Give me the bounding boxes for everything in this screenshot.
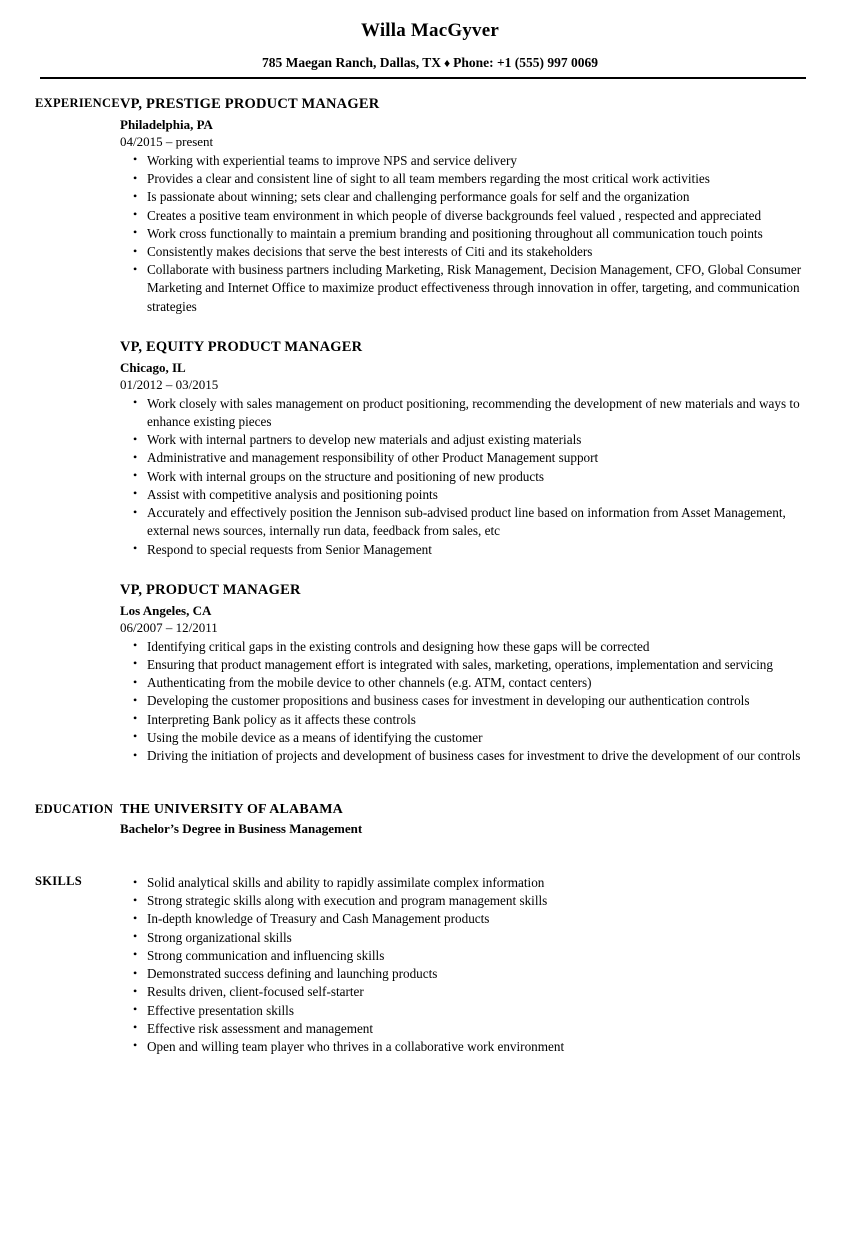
education-entries [120, 801, 860, 839]
job-bullet: • Creates a positive team environment in which people of diverse backgrounds feel valued , respected and appreciated [120, 207, 825, 225]
skill-bullet: • Demonstrated success defining and launching products [120, 965, 825, 983]
job-dates: 04/2015 – present [120, 134, 214, 150]
section-education [0, 801, 860, 839]
job-bullet: • Driving the initiation of projects and development of business cases for investment to drive the development of our controls [120, 747, 825, 765]
job-bullet: • Ensuring that product management effort is integrated with sales, marketing, operations, implementation and servicing [120, 656, 825, 674]
resume-header [0, 0, 860, 79]
skill-bullet: • Open and willing team player who thrives in a collaborative work environment [120, 1038, 825, 1056]
skill-bullet: • In-depth knowledge of Treasury and Cash Management products [120, 910, 825, 928]
skill-bullet: • Strong communication and influencing skills [120, 947, 825, 965]
job-location: Chicago, IL [120, 359, 186, 375]
skill-bullet: • Results driven, client-focused self-starter [120, 983, 825, 1001]
job-bullet: • Interpreting Bank policy as it affects these controls [120, 711, 825, 729]
diamond-separator-icon: ♦ [443, 55, 451, 70]
job-bullet: • Work with internal groups on the structure and positioning of new products [120, 468, 825, 486]
header-divider [40, 77, 806, 79]
job-bullet: • Work cross functionally to maintain a premium branding and positioning throughout all communication touch points [120, 225, 825, 243]
job-dates: 01/2012 – 03/2015 [120, 377, 219, 393]
resume-body [0, 95, 860, 1056]
job-title: VP, PRODUCT MANAGER [120, 581, 301, 598]
job-bullet: • Work closely with sales management on product positioning, recommending the development of new materials and ways to enhance existing pieces [120, 395, 825, 431]
contact-address: 785 Maegan Ranch, Dallas, TX [261, 54, 441, 70]
job-bullet: • Is passionate about winning; sets clear and challenging performance goals for self and the organization [120, 188, 825, 206]
job-dates: 06/2007 – 12/2011 [120, 620, 218, 636]
job-bullet: • Assist with competitive analysis and positioning points [120, 486, 825, 504]
skill-bullet: • Effective presentation skills [120, 1002, 825, 1020]
job-location: Philadelphia, PA [120, 116, 213, 132]
job-bullet: • Working with experiential teams to improve NPS and service delivery [120, 152, 825, 170]
job-title: VP, EQUITY PRODUCT MANAGER [120, 338, 363, 355]
job-bullet: • Developing the customer propositions and business cases for investment in developing our authentication controls [120, 692, 825, 710]
section-experience [0, 95, 860, 765]
job-bullet: • Consistently makes decisions that serve the best interests of Citi and its stakeholders [120, 243, 825, 261]
skills-entries [120, 873, 860, 1056]
section-label-education: EDUCATION [35, 802, 114, 817]
job-location: Los Angeles, CA [120, 602, 212, 618]
contact-line [0, 55, 860, 71]
job-bullet-list [120, 638, 825, 766]
contact-phone: Phone: +1 (555) 997 0069 [453, 54, 599, 70]
job-bullet: • Work with internal partners to develop new materials and adjust existing materials [120, 431, 825, 449]
job-entry [120, 95, 825, 316]
skill-bullet: • Solid analytical skills and ability to rapidly assimilate complex information [120, 874, 825, 892]
job-bullet: • Collaborate with business partners including Marketing, Risk Management, Decision Management, CFO, Global Consumer Marketing and Internet Office to maximize product effectiveness through innovation in offer, targeting, and communication strategies [120, 261, 825, 316]
skill-bullet: • Strong strategic skills along with execution and program management skills [120, 892, 825, 910]
job-bullet-list [120, 152, 825, 316]
section-skills [0, 873, 860, 1056]
section-label-experience: EXPERIENCE [35, 95, 120, 110]
experience-entries [120, 95, 860, 765]
job-bullet: • Respond to special requests from Senior Management [120, 541, 825, 559]
section-label-skills: SKILLS [35, 874, 82, 888]
job-bullet: • Identifying critical gaps in the existing controls and designing how these gaps will be corrected [120, 638, 825, 656]
education-degree: Bachelor’s Degree in Business Management [120, 821, 363, 837]
job-bullet: • Provides a clear and consistent line of sight to all team members regarding the most critical work activities [120, 170, 825, 188]
job-bullet: • Accurately and effectively position the Jennison sub-advised product line based on information from Asset Management, external news sources, internally run data, feedback from sales, etc [120, 504, 825, 540]
skill-bullet: • Effective risk assessment and management [120, 1020, 825, 1038]
skill-bullet: • Strong organizational skills [120, 929, 825, 947]
job-bullet: • Administrative and management responsibility of other Product Management support [120, 449, 825, 467]
job-bullet: • Using the mobile device as a means of identifying the customer [120, 729, 825, 747]
skills-bullet-list [120, 874, 825, 1056]
job-bullet-list [120, 395, 825, 559]
job-entry [120, 581, 825, 765]
job-entry [120, 338, 825, 559]
candidate-name: Willa MacGyver [360, 20, 500, 41]
job-bullet: • Authenticating from the mobile device to other channels (e.g. ATM, contact centers) [120, 674, 825, 692]
education-school: THE UNIVERSITY OF ALABAMA [120, 802, 343, 818]
job-title: VP, PRESTIGE PRODUCT MANAGER [120, 95, 380, 112]
